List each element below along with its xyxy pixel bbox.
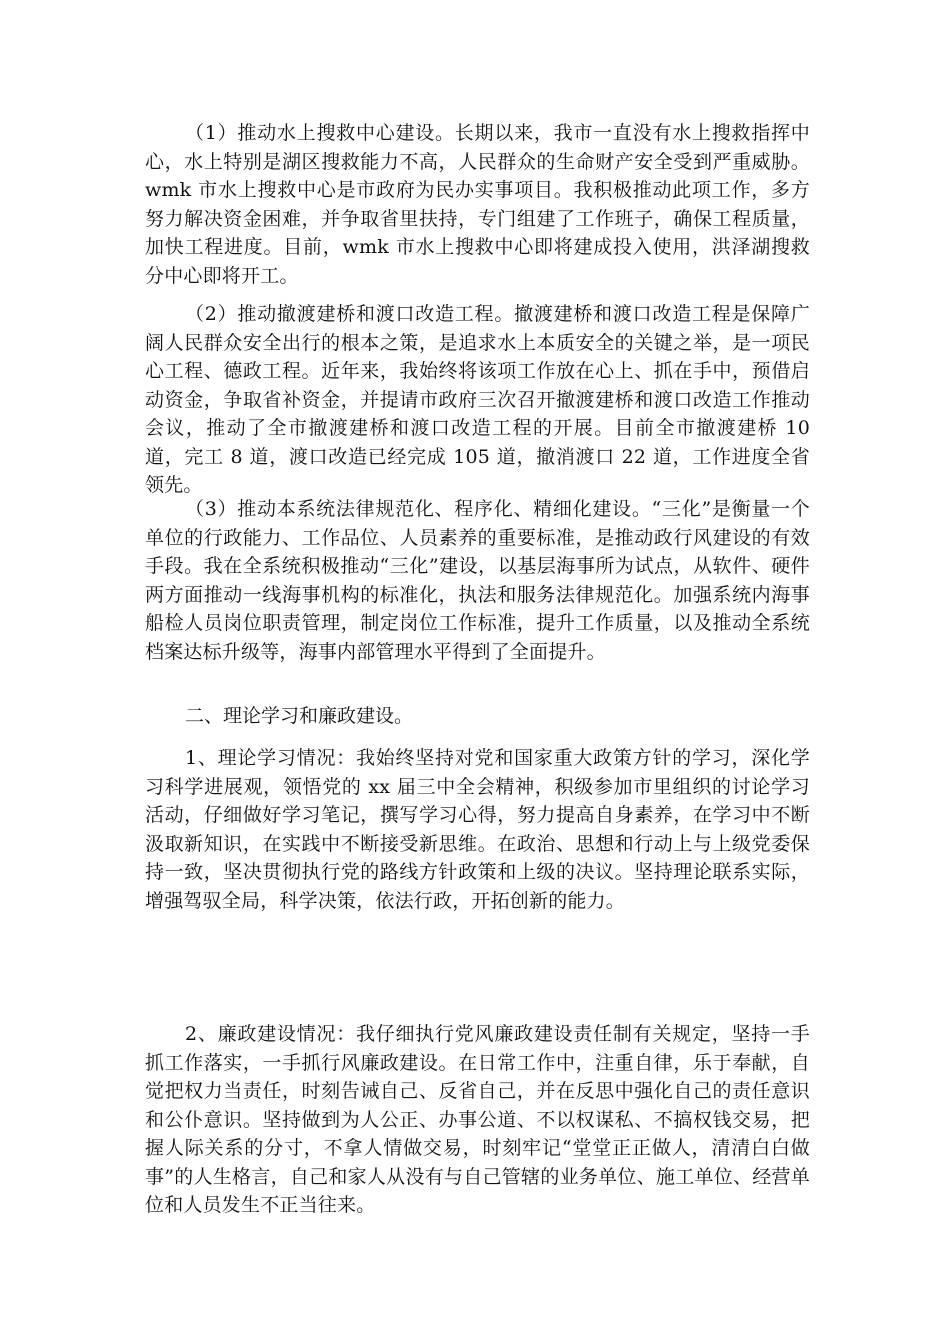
paragraph-ferry-bridge-project: （2）推动撤渡建桥和渡口改造工程。撤渡建桥和渡口改造工程是保障广阔人民群众安全出行的根本之策，是追求水上本质安全的关键之举，是一项民心工程、德政工程。近年来，我始终将该项工作放在心上、抓在手中，预借启动资金，争取省补资金，并提请市政府三次召开撤渡建桥和渡口改造工作推动会议，推动了全市撤渡建桥和渡口改造工程的开展。目前全市撤渡建桥 10 道，完工 8 道，渡口改造已经完成 105 道，撤消渡口 22 道，工作进度全省领先。	[145, 303, 810, 496]
section-heading-theory-integrity: 二、理论学习和廉政建设。	[185, 705, 414, 727]
paragraph-legal-standardization: （3）推动本系统法律规范化、程序化、精细化建设。“三化”是衡量一个单位的行政能力、工作品位、人员素养的重要标准，是推动政行风建设的有效手段。我在全系统积极推动“三化”建设，以基层海事所为试点，从软件、硬件两方面推动一线海事机构的标准化，执法和服务法律规范化。加强系统内海事船检人员岗位职责管理，制定岗位工作标准，提升工作质量，以及推动全系统档案达标升级等，海事内部管理水平得到了全面提升。	[145, 498, 810, 663]
paragraph-integrity-building: 2、廉政建设情况：我仔细执行党风廉政建设责任制有关规定，坚持一手抓工作落实，一手抓行风廉政建设。在日常工作中，注重自律，乐于奉献，自觉把权力当责任，时刻告诫自己、反省自己，并在反思中强化自己的责任意识和公仆意识。坚持做到为人公正、办事公道、不以权谋私、不搞权钱交易，把握人际关系的分寸，不拿人情做交易，时刻牢记“堂堂正正做人，清清白白做事”的人生格言，自己和家人从没有与自己管辖的业务单位、施工单位、经营单位和人员发生不正当往来。	[145, 1023, 810, 1216]
paragraph-theory-study: 1、理论学习情况：我始终坚持对党和国家重大政策方针的学习，深化学习科学进展观，领悟党的 xx 届三中全会精神，积级参加市里组织的讨论学习活动，仔细做好学习笔记，撰写学习心得，努力提高自身素养，在学习中不断汲取新知识，在实践中不断接受新思维。在政治、思想和行动上与上级党委保持一致，坚决贯彻执行党的路线方针政策和上级的决议。坚持理论联系实际，增强驾驭全局，科学决策，依法行政，开拓创新的能力。	[145, 747, 810, 912]
paragraph-water-rescue-center: （1）推动水上搜救中心建设。长期以来，我市一直没有水上搜救指挥中心，水上特别是湖区搜救能力不高，人民群众的生命财产安全受到严重威胁。wmk 市水上搜救中心是市政府为民办实事项目。我积极推动此项工作，多方努力解决资金困难，并争取省里扶持，专门组建了工作班子，确保工程质量，加快工程进度。目前，wmk 市水上搜救中心即将建成投入使用，洪泽湖搜救分中心即将开工。	[145, 122, 810, 287]
